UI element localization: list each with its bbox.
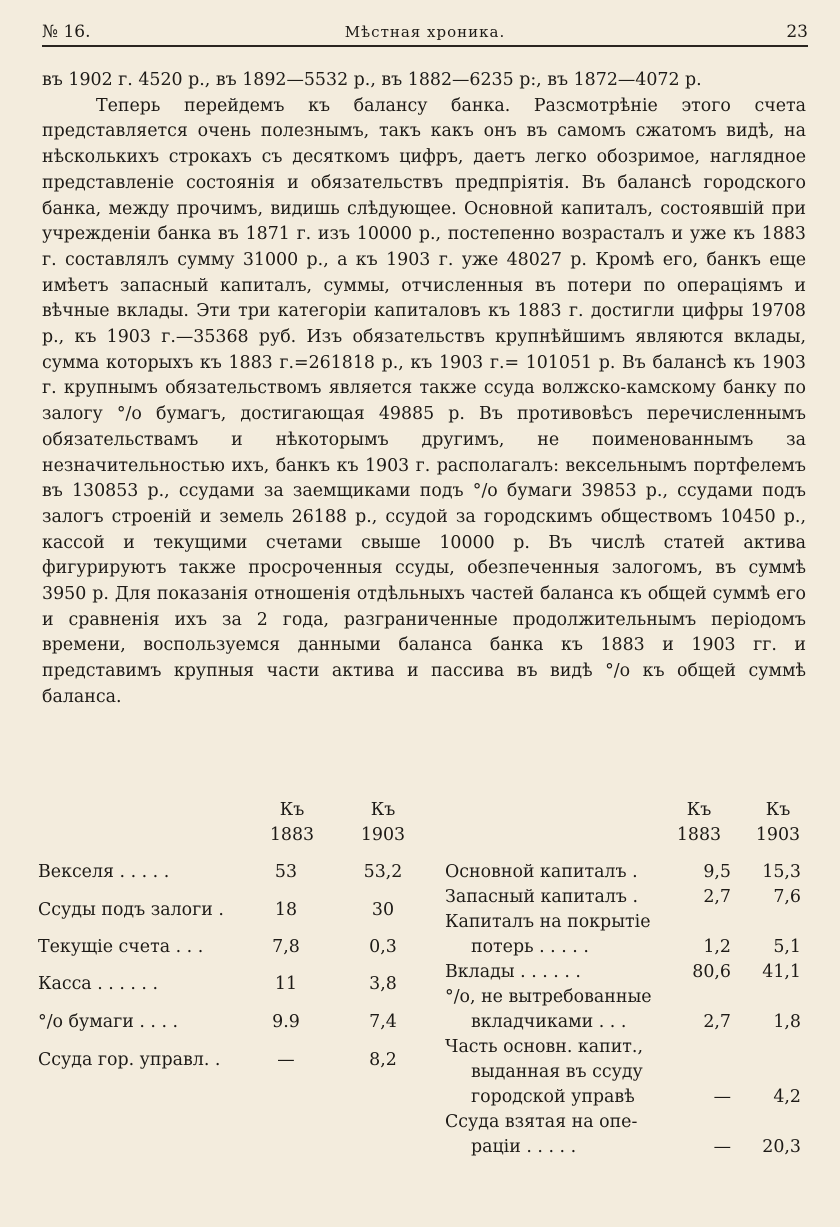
col-header-1903: Къ 1903 <box>755 800 801 845</box>
row-label: °/о, не вытребованные <box>445 987 652 1007</box>
paragraph-balance: Теперь перейдемъ къ балансу банка. Разсмотрѣніе этого счета представляется очень полезнымъ, такъ какъ онъ въ самомъ сжатомъ видѣ, на нѣсколькихъ строкахъ съ десяткомъ цифръ, даетъ легко обозримое, наглядное представленіе состоянія и обязательствъ предпріятія. Въ балансѣ городского банка, между прочимъ, видишь слѣдующее. Основной капиталъ, состоявшій при учрежденіи банка въ 1871 г. изъ 10000 р., постепенно возрасталъ и уже къ 1883 г. составлялъ сумму 31000 р., а къ 1903 г. уже 48027 р. Кромѣ его, банкъ еще имѣетъ запасный капиталъ, суммы, отчисленныя въ потери по операціямъ и вѣчные вклады. Эти три категоріи капиталовъ къ 1883 г. достигли цифры 19708 р., къ 1903 г.—35368 руб. Изъ обязательствъ крупнѣйшимъ являются вклады, сумма которыхъ къ 1883 г.=261818 р., къ 1903 г.= 101051 р. Въ балансѣ къ 1903 г. крупнымъ обязательствомъ является также ссуда волжско-камскому банку по залогу °/о бумагъ, достигающая 49885 р. Въ противовѣсъ перечисленнымъ обязательствамъ и нѣкоторымъ другимъ, не поименованнымъ за незначительностью ихъ, банкъ къ 1903 г. располагалъ: вексельнымъ портфелемъ въ 130853 р., ссудами за заемщиками подъ °/о бумаги 39853 р., ссудами подъ залогъ строеній и земель 26188 р., ссудой за городскимъ обществомъ 10450 р., кассой и текущими счетами свыше 10000 р. Въ числѣ статей актива фигурируютъ также просроченныя ссуды, обезпеченныя залогомъ, въ суммѣ 3950 р. Для показанія отношенія отдѣльныхъ частей баланса къ общей суммѣ его и сравненія ихъ за 2 года, разграниченные продолжительнымъ періодомъ времени, воспользуемся данными баланса банка къ 1883 и 1903 гг. и представимъ крупныя части актива и пассива въ видѣ °/о къ общей суммѣ баланса. <box>42 95 806 707</box>
value-1903: 5,1 <box>773 937 801 957</box>
value-1883: — <box>713 1137 731 1157</box>
header-rule <box>42 45 808 47</box>
row-label: °/о бумаги . . . . <box>38 1012 179 1032</box>
col-header-1903: Къ 1903 <box>360 800 406 845</box>
value-1903: 0,3 <box>369 937 397 957</box>
value-1903: 7,4 <box>369 1012 397 1032</box>
value-1883: 11 <box>274 974 298 994</box>
row-label: Ссуда взятая на опе- <box>445 1112 638 1132</box>
col-header-1883: Къ 1883 <box>676 800 722 845</box>
col-header-1883: Къ 1883 <box>269 800 315 845</box>
value-1883: 2,7 <box>703 887 731 907</box>
value-1883: 53 <box>274 862 298 882</box>
value-1883: 18 <box>274 900 298 920</box>
value-1883: 7,8 <box>272 937 300 957</box>
value-1883: 2,7 <box>703 1012 731 1032</box>
value-1903: 3,8 <box>369 974 397 994</box>
row-label: городской управѣ <box>471 1087 635 1107</box>
row-label: Текущіе счета . . . <box>38 937 204 957</box>
row-label: Основной капиталъ . <box>445 862 638 882</box>
row-label: потерь . . . . . <box>471 937 589 957</box>
row-label: Ссуда гор. управл. . <box>38 1050 221 1070</box>
article-body <box>42 68 806 711</box>
value-1883: 1,2 <box>703 937 731 957</box>
value-1903: 8,2 <box>369 1050 397 1070</box>
value-1903: 7,6 <box>773 887 801 907</box>
row-label: вкладчиками . . . <box>471 1012 627 1032</box>
row-label: Вклады . . . . . . <box>445 962 581 982</box>
row-label: Векселя . . . . . <box>38 862 170 882</box>
value-1903: 20,3 <box>762 1137 801 1157</box>
value-1903: 15,3 <box>762 862 801 882</box>
value-1903: 4,2 <box>773 1087 801 1107</box>
row-label: Капиталъ на покрытіе <box>445 912 651 932</box>
row-label: Касса . . . . . . <box>38 974 159 994</box>
value-1883: — <box>713 1087 731 1107</box>
row-label: Ссуды подъ залоги . <box>38 900 224 920</box>
section-title: Мѣстная хроника. <box>344 23 506 41</box>
value-1903: 53,2 <box>363 862 403 882</box>
value-1883: 9,5 <box>703 862 731 882</box>
value-1883: — <box>277 1050 295 1070</box>
value-1903: 30 <box>371 900 395 920</box>
value-1903: 41,1 <box>762 962 801 982</box>
issue-number: № 16. <box>42 22 91 42</box>
value-1883: 9.9 <box>272 1012 300 1032</box>
value-1883: 80,6 <box>692 962 731 982</box>
page-number: 23 <box>786 22 808 42</box>
row-label: раціи . . . . . <box>471 1137 577 1157</box>
paragraph-continuation: въ 1902 г. 4520 р., въ 1892—5532 р., въ 1882—6235 р:, въ 1872—4072 р. <box>42 70 702 90</box>
row-label: выданная въ ссуду <box>471 1062 643 1082</box>
value-1903: 1,8 <box>773 1012 801 1032</box>
row-label: Часть основн. капит., <box>445 1037 643 1057</box>
row-label: Запасный капиталъ . <box>445 887 639 907</box>
